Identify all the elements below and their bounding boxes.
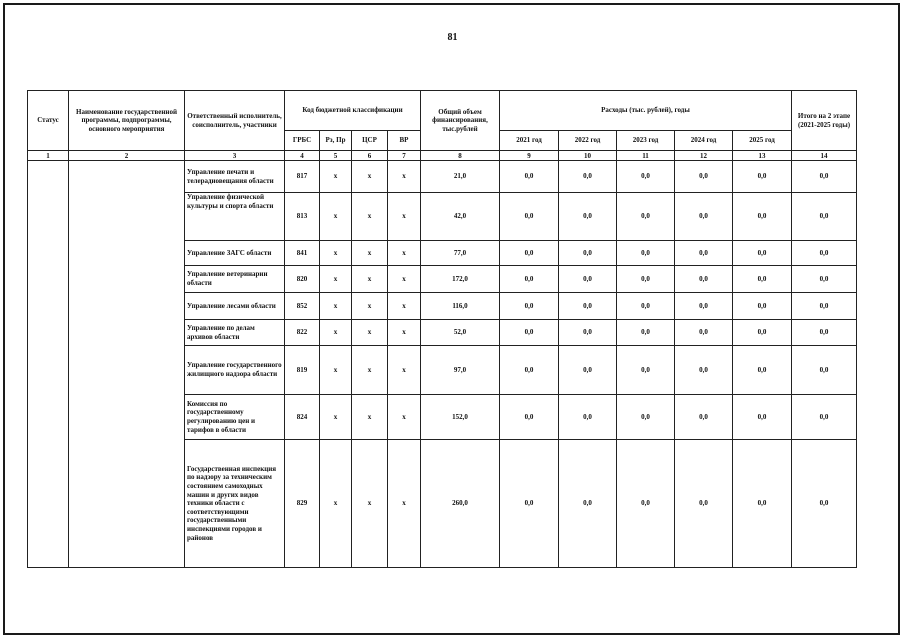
y2022-cell: 0,0 (559, 241, 617, 266)
vr-cell: x (388, 320, 421, 346)
rzpr-cell: x (320, 395, 352, 440)
vr-cell: x (388, 440, 421, 568)
y2021-cell: 0,0 (500, 266, 559, 293)
y2023-cell: 0,0 (617, 293, 675, 320)
column-number: 3 (185, 151, 285, 161)
y2023-cell: 0,0 (617, 161, 675, 193)
column-number: 2 (69, 151, 185, 161)
y2024-cell: 0,0 (675, 395, 733, 440)
grbs-cell: 820 (285, 266, 320, 293)
csr-cell: x (352, 320, 388, 346)
column-number: 10 (559, 151, 617, 161)
grbs-cell: 824 (285, 395, 320, 440)
total-cell: 52,0 (421, 320, 500, 346)
y2022-cell: 0,0 (559, 395, 617, 440)
stage-total-cell: 0,0 (792, 161, 857, 193)
executor-cell: Управление печати и телерадиовещания области (185, 161, 285, 193)
y2025-cell: 0,0 (733, 395, 792, 440)
budget-table (27, 90, 857, 568)
stage-total-cell: 0,0 (792, 193, 857, 241)
y2023-cell: 0,0 (617, 241, 675, 266)
vr-cell: x (388, 293, 421, 320)
grbs-cell: 817 (285, 161, 320, 193)
y2022-cell: 0,0 (559, 161, 617, 193)
header-status: Статус (28, 91, 69, 151)
header-total: Общий объем финансирования, тыс.рублей (421, 91, 500, 151)
status-cell (28, 161, 69, 568)
rzpr-cell: x (320, 193, 352, 241)
header-program-name: Наименование государственной программы, подпрограммы, основного мероприятия (69, 91, 185, 151)
grbs-cell: 813 (285, 193, 320, 241)
y2025-cell: 0,0 (733, 161, 792, 193)
stage-total-cell: 0,0 (792, 440, 857, 568)
header-stage-total: Итого на 2 этапе (2021-2025 годы) (792, 91, 857, 151)
executor-cell: Управление физической культуры и спорта области (185, 193, 285, 241)
vr-cell: x (388, 346, 421, 395)
column-number: 14 (792, 151, 857, 161)
csr-cell: x (352, 440, 388, 568)
rzpr-cell: x (320, 161, 352, 193)
y2025-cell: 0,0 (733, 193, 792, 241)
y2021-cell: 0,0 (500, 193, 559, 241)
total-cell: 21,0 (421, 161, 500, 193)
total-cell: 116,0 (421, 293, 500, 320)
header-csr: ЦСР (352, 131, 388, 151)
header-expenses: Расходы (тыс. рублей), годы (500, 91, 792, 131)
rzpr-cell: x (320, 346, 352, 395)
header-rzpr: Рз, Пр (320, 131, 352, 151)
csr-cell: x (352, 161, 388, 193)
header-2025: 2025 год (733, 131, 792, 151)
y2025-cell: 0,0 (733, 293, 792, 320)
csr-cell: x (352, 293, 388, 320)
header-grbs: ГРБС (285, 131, 320, 151)
header-row-1 (28, 91, 857, 131)
executor-cell: Управление ветеринарии области (185, 266, 285, 293)
csr-cell: x (352, 346, 388, 395)
y2023-cell: 0,0 (617, 193, 675, 241)
vr-cell: x (388, 161, 421, 193)
rzpr-cell: x (320, 293, 352, 320)
vr-cell: x (388, 241, 421, 266)
program-name-cell (69, 161, 185, 568)
column-number: 5 (320, 151, 352, 161)
y2021-cell: 0,0 (500, 161, 559, 193)
header-vr: ВР (388, 131, 421, 151)
stage-total-cell: 0,0 (792, 293, 857, 320)
y2021-cell: 0,0 (500, 440, 559, 568)
vr-cell: x (388, 395, 421, 440)
header-2022: 2022 год (559, 131, 617, 151)
total-cell: 77,0 (421, 241, 500, 266)
stage-total-cell: 0,0 (792, 320, 857, 346)
y2024-cell: 0,0 (675, 440, 733, 568)
y2024-cell: 0,0 (675, 161, 733, 193)
y2022-cell: 0,0 (559, 440, 617, 568)
y2024-cell: 0,0 (675, 241, 733, 266)
rzpr-cell: x (320, 440, 352, 568)
executor-cell: Управление по делам архивов области (185, 320, 285, 346)
y2022-cell: 0,0 (559, 346, 617, 395)
column-number: 7 (388, 151, 421, 161)
executor-cell: Государственная инспекция по надзору за техническим состоянием самоходных машин и других видов техники области с соответствующими государственными инспекциями городов и районов (185, 440, 285, 568)
column-number: 1 (28, 151, 69, 161)
page-number: 81 (447, 32, 458, 43)
y2023-cell: 0,0 (617, 440, 675, 568)
header-2023: 2023 год (617, 131, 675, 151)
column-number: 12 (675, 151, 733, 161)
total-cell: 172,0 (421, 266, 500, 293)
column-number: 9 (500, 151, 559, 161)
grbs-cell: 819 (285, 346, 320, 395)
vr-cell: x (388, 266, 421, 293)
header-2024: 2024 год (675, 131, 733, 151)
column-number: 8 (421, 151, 500, 161)
y2025-cell: 0,0 (733, 320, 792, 346)
y2024-cell: 0,0 (675, 320, 733, 346)
stage-total-cell: 0,0 (792, 395, 857, 440)
executor-cell: Комиссия по государственному регулированию цен и тарифов в области (185, 395, 285, 440)
stage-total-cell: 0,0 (792, 346, 857, 395)
total-cell: 42,0 (421, 193, 500, 241)
y2025-cell: 0,0 (733, 241, 792, 266)
y2024-cell: 0,0 (675, 346, 733, 395)
column-number: 4 (285, 151, 320, 161)
y2021-cell: 0,0 (500, 241, 559, 266)
total-cell: 97,0 (421, 346, 500, 395)
stage-total-cell: 0,0 (792, 241, 857, 266)
csr-cell: x (352, 193, 388, 241)
grbs-cell: 852 (285, 293, 320, 320)
grbs-cell: 841 (285, 241, 320, 266)
y2022-cell: 0,0 (559, 293, 617, 320)
column-number: 6 (352, 151, 388, 161)
rzpr-cell: x (320, 266, 352, 293)
table-row (28, 161, 857, 193)
column-number: 13 (733, 151, 792, 161)
executor-cell: Управление государственного жилищного надзора области (185, 346, 285, 395)
y2023-cell: 0,0 (617, 346, 675, 395)
total-cell: 260,0 (421, 440, 500, 568)
header-budget-code: Код бюджетной классификации (285, 91, 421, 131)
y2023-cell: 0,0 (617, 320, 675, 346)
total-cell: 152,0 (421, 395, 500, 440)
rzpr-cell: x (320, 320, 352, 346)
vr-cell: x (388, 193, 421, 241)
y2023-cell: 0,0 (617, 266, 675, 293)
csr-cell: x (352, 241, 388, 266)
executor-cell: Управление ЗАГС области (185, 241, 285, 266)
y2022-cell: 0,0 (559, 320, 617, 346)
y2024-cell: 0,0 (675, 266, 733, 293)
column-numbers-row (28, 151, 857, 161)
y2022-cell: 0,0 (559, 266, 617, 293)
y2023-cell: 0,0 (617, 395, 675, 440)
csr-cell: x (352, 266, 388, 293)
executor-cell: Управление лесами области (185, 293, 285, 320)
y2025-cell: 0,0 (733, 266, 792, 293)
y2021-cell: 0,0 (500, 346, 559, 395)
grbs-cell: 822 (285, 320, 320, 346)
stage-total-cell: 0,0 (792, 266, 857, 293)
rzpr-cell: x (320, 241, 352, 266)
header-executor: Ответственный исполнитель, соисполнитель, участники (185, 91, 285, 151)
column-number: 11 (617, 151, 675, 161)
header-2021: 2021 год (500, 131, 559, 151)
grbs-cell: 829 (285, 440, 320, 568)
y2021-cell: 0,0 (500, 320, 559, 346)
y2025-cell: 0,0 (733, 346, 792, 395)
y2021-cell: 0,0 (500, 395, 559, 440)
y2025-cell: 0,0 (733, 440, 792, 568)
y2021-cell: 0,0 (500, 293, 559, 320)
y2024-cell: 0,0 (675, 293, 733, 320)
y2022-cell: 0,0 (559, 193, 617, 241)
csr-cell: x (352, 395, 388, 440)
y2024-cell: 0,0 (675, 193, 733, 241)
